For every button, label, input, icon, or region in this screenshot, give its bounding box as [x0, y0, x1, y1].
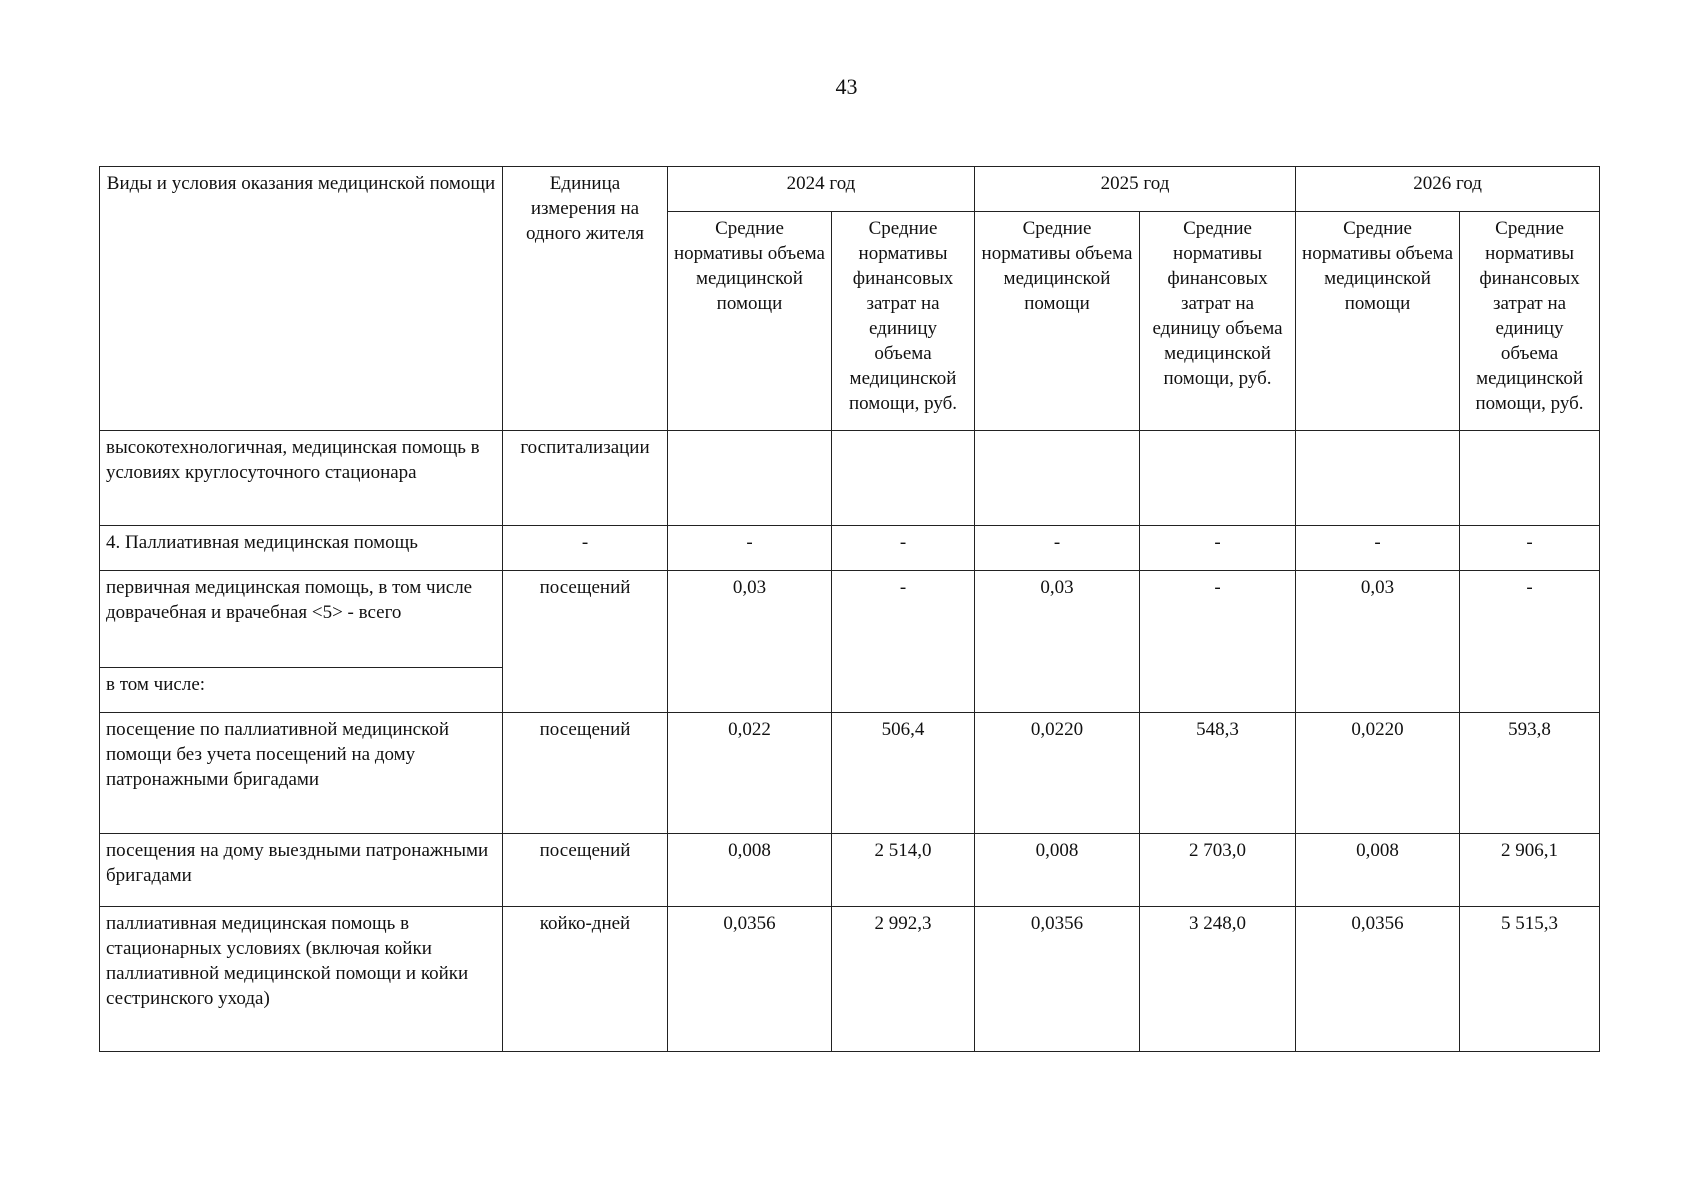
row-label: посещения на дому выездными патронажными бригадами — [100, 834, 503, 907]
cell-volume-2025: 0,008 — [975, 834, 1140, 907]
cell-cost-2026 — [1460, 431, 1600, 526]
cell-cost-2025: 3 248,0 — [1140, 907, 1296, 1052]
cell-cost-2024 — [832, 431, 975, 526]
row-label: высокотехнологичная, медицинская помощь в условиях круглосуточного стационара — [100, 431, 503, 526]
table-row — [100, 571, 1600, 668]
cell-cost-2025: 2 703,0 — [1140, 834, 1296, 907]
row-unit: посещений — [503, 834, 668, 907]
cell-cost-2025: - — [1140, 526, 1296, 571]
header-cost-2026: Средние нормативы финансовых затрат на единицу объема медицинской помощи, руб. — [1460, 212, 1600, 431]
cell-volume-2024: - — [668, 526, 832, 571]
cell-volume-2026: 0,008 — [1296, 834, 1460, 907]
cell-cost-2024: 2 992,3 — [832, 907, 975, 1052]
table-row — [100, 431, 1600, 526]
table-row — [100, 907, 1600, 1052]
row-unit: койко-дней — [503, 907, 668, 1052]
cell-cost-2026: - — [1460, 571, 1600, 713]
table-row — [100, 526, 1600, 571]
cell-cost-2024: 2 514,0 — [832, 834, 975, 907]
cell-cost-2026: - — [1460, 526, 1600, 571]
cell-cost-2024: - — [832, 571, 975, 713]
cell-cost-2024: - — [832, 526, 975, 571]
cell-cost-2025: 548,3 — [1140, 713, 1296, 834]
cell-cost-2026: 5 515,3 — [1460, 907, 1600, 1052]
row-label: 4. Паллиативная медицинская помощь — [100, 526, 503, 571]
cell-cost-2025 — [1140, 431, 1296, 526]
table-row — [100, 713, 1600, 834]
cell-cost-2026: 593,8 — [1460, 713, 1600, 834]
row-label: первичная медицинская помощь, в том числе доврачебная и врачебная <5> - всего — [100, 571, 503, 668]
cell-volume-2024: 0,03 — [668, 571, 832, 713]
cell-volume-2026 — [1296, 431, 1460, 526]
cell-cost-2025: - — [1140, 571, 1296, 713]
table-row — [100, 834, 1600, 907]
cell-volume-2025 — [975, 431, 1140, 526]
cell-volume-2026: 0,0356 — [1296, 907, 1460, 1052]
cell-volume-2025: 0,0220 — [975, 713, 1140, 834]
row-unit: - — [503, 526, 668, 571]
cell-volume-2025: 0,03 — [975, 571, 1140, 713]
row-label: в том числе: — [100, 668, 503, 713]
cell-cost-2024: 506,4 — [832, 713, 975, 834]
header-year-2024: 2024 год — [668, 167, 975, 212]
cell-volume-2024: 0,022 — [668, 713, 832, 834]
header-year-2025: 2025 год — [975, 167, 1296, 212]
medical-care-norms-table — [99, 166, 1600, 1052]
header-cost-2025: Средние нормативы финансовых затрат на единицу объема медицинской помощи, руб. — [1140, 212, 1296, 431]
row-label: паллиативная медицинская помощь в стационарных условиях (включая койки паллиативной медицинской помощи и койки сестринского ухода) — [100, 907, 503, 1052]
header-volume-2024: Средние нормативы объема медицинской помощи — [668, 212, 832, 431]
header-year-2026: 2026 год — [1296, 167, 1600, 212]
cell-volume-2024: 0,0356 — [668, 907, 832, 1052]
header-volume-2025: Средние нормативы объема медицинской помощи — [975, 212, 1140, 431]
cell-volume-2026: 0,0220 — [1296, 713, 1460, 834]
cell-volume-2026: - — [1296, 526, 1460, 571]
page-number: 43 — [835, 74, 858, 99]
header-care-type: Виды и условия оказания медицинской помощи — [100, 167, 503, 431]
row-label: посещение по паллиативной медицинской помощи без учета посещений на дому патронажными бригадами — [100, 713, 503, 834]
cell-volume-2024: 0,008 — [668, 834, 832, 907]
cell-volume-2024 — [668, 431, 832, 526]
row-unit: госпитализации — [503, 431, 668, 526]
row-unit: посещений — [503, 571, 668, 713]
header-unit: Единица измерения на одного жителя — [503, 167, 668, 431]
cell-volume-2025: 0,0356 — [975, 907, 1140, 1052]
header-cost-2024: Средние нормативы финансовых затрат на единицу объема медицинской помощи, руб. — [832, 212, 975, 431]
cell-volume-2025: - — [975, 526, 1140, 571]
row-unit: посещений — [503, 713, 668, 834]
cell-volume-2026: 0,03 — [1296, 571, 1460, 713]
header-volume-2026: Средние нормативы объема медицинской помощи — [1296, 212, 1460, 431]
cell-cost-2026: 2 906,1 — [1460, 834, 1600, 907]
